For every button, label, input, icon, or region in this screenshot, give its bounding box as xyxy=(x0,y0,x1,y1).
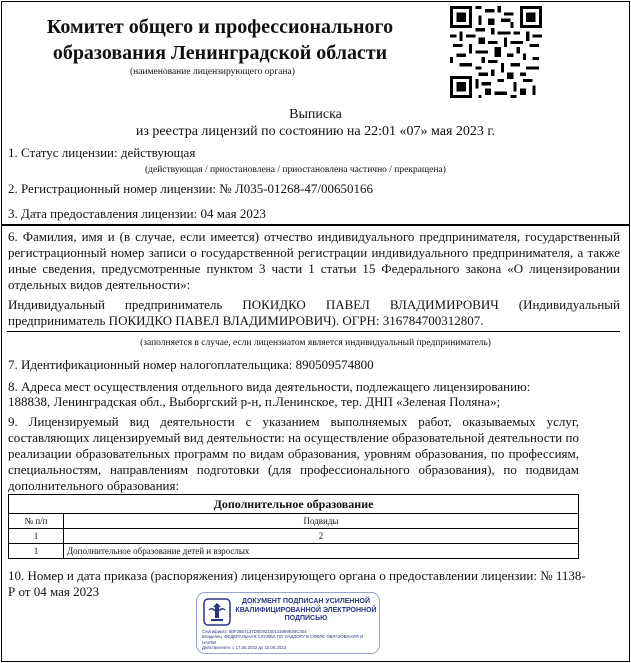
order-info: 10. Номер и дата приказа (распоряжения) лицензирующего органа о предоставлении лицензии: № 1138-Р от 04 мая 2023 xyxy=(8,568,586,599)
stamp-meta xyxy=(202,629,378,650)
entrepreneur-hint: (заполняется в случае, если лицензиатом является индивидуальный предприниматель) xyxy=(140,338,491,348)
table-heading: Дополнительное образование xyxy=(9,495,579,514)
col-header-subtypes: Подвиды xyxy=(64,514,579,529)
education-table xyxy=(8,494,579,559)
entrepreneur-label: 6. Фамилия, имя и (в случае, если имеется) отчество индивидуального предпринимателя, государственный регистрационный номер записи о государственной регистрации индивидуального предпринимателя, а также иные сведения, предусмотренные пунктом 3 части 1 статьи 15 Федерального закона «О лицензировании отдельных видов деятельности»: xyxy=(8,229,620,292)
stamp-cert: Сертификат: 5BF25E4137D0D92340141969E55C404 xyxy=(202,629,307,634)
entrepreneur-value: Индивидуальный предприниматель ПОКИДКО ПАВЕЛ ВЛАДИМИРОВИЧ (Индивидуальный предприниматель ПОКИДКО ПАВЕЛ ВЛАДИМИРОВИЧ). ОГРН: 316784700312807. xyxy=(8,297,620,328)
entrepreneur-divider xyxy=(7,331,620,332)
address-label: 8. Адреса мест осуществления отдельного вида деятельности, подлежащего лицензированию: xyxy=(8,379,531,394)
signature-stamp xyxy=(196,592,380,654)
registration-number: 2. Регистрационный номер лицензии: № Л035-01268-47/00650166 xyxy=(8,181,374,196)
col-index-subtypes: 2 xyxy=(64,529,579,544)
organ-hint: (наименование лицензирующего органа) xyxy=(130,67,295,77)
col-index-num: 1 xyxy=(9,529,64,544)
row-subtype: Дополнительное образование детей и взрослых xyxy=(64,544,579,559)
activity-description: 9. Лицензируемый вид деятельности с указанием выполняемых работ, оказываемых услуг, составляющих лицензируемый вид деятельности: на осуществление образовательной деятельности по реализации образовательных программ по видам образования, уровням образования, по профессиям, специальностям, направлениям подготовки (для профессионального образования), по подвидам дополнительного образования: xyxy=(8,414,579,493)
qr-code-icon xyxy=(450,6,542,98)
col-header-num: № п/п xyxy=(9,514,64,529)
address-value: 188838, Ленинградская обл., Выборгский р-н, п.Ленинское, тер. ДНП «Зеленая Поляна»; xyxy=(8,394,501,409)
stamp-valid: Действителен: с 17.05.2022 до 10.08.2023 xyxy=(202,644,286,650)
row-num: 1 xyxy=(9,544,64,559)
emblem-icon xyxy=(203,598,231,626)
extract-subtitle: из реестра лицензий по состоянию на 22:01 «07» мая 2023 г. xyxy=(135,124,496,139)
table-row xyxy=(9,544,579,559)
extract-title: Выписка xyxy=(289,107,342,122)
stamp-owner: Владелец: ФЕДЕРАЛЬНАЯ СЛУЖБА ПО НАДЗОРУ В СФЕРЕ ОБРАЗОВАНИЯ И НАУКИ xyxy=(202,634,363,645)
issue-date: 3. Дата предоставления лицензии: 04 мая 2023 xyxy=(8,206,266,221)
organ-name: Комитет общего и профессионального образования Ленинградской области xyxy=(46,16,394,64)
license-status-hint: (действующая / приостановлена / приостановлена частично / прекращена) xyxy=(145,165,446,175)
license-status: 1. Статус лицензии: действующая xyxy=(8,145,196,160)
inn: 7. Идентификационный номер налогоплательщика: 890509574800 xyxy=(8,357,374,372)
stamp-title: ДОКУМЕНТ ПОДПИСАН УСИЛЕННОЙ КВАЛИФИЦИРОВАННОЙ ЭЛЕКТРОННОЙ ПОДПИСЬЮ xyxy=(235,598,377,622)
